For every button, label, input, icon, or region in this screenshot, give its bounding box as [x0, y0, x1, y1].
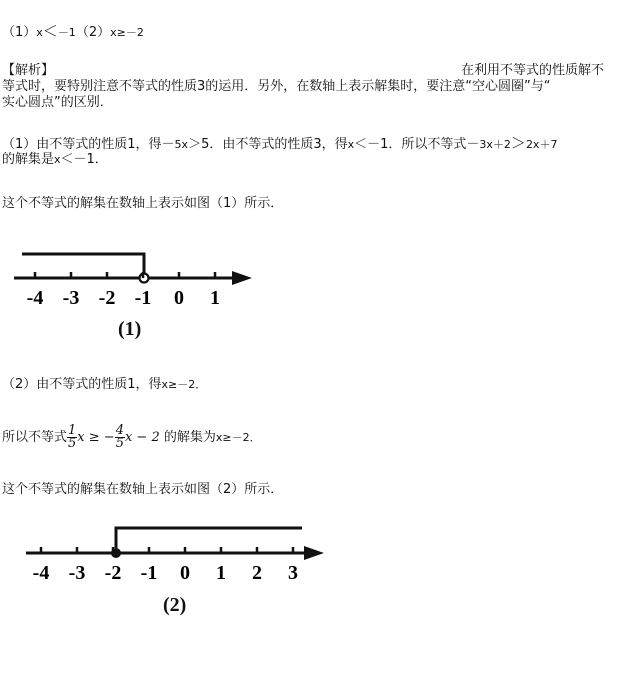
part1-solution-line: [2, 152, 108, 168]
axis-tick-label: 1: [210, 287, 220, 309]
fraction-2-numerator: 4: [115, 423, 124, 438]
axis-tick-label: 0: [180, 562, 190, 584]
answer-part2-var: x≥: [110, 26, 126, 39]
axis-tick-label: -4: [32, 562, 50, 584]
answer-part1-label: （1）: [2, 25, 37, 40]
answer-part1-var: x: [36, 26, 43, 39]
part1-expr-left: 3x＋2: [479, 138, 511, 151]
fraction-one-fifth: [67, 425, 77, 450]
axis-tick-label: 3: [288, 562, 298, 584]
part2-text-a: （2）由不等式的性质1，得: [2, 377, 162, 392]
fraction-1-numerator: 1: [68, 423, 77, 438]
part1-var-x: x: [347, 138, 355, 151]
number-line-2: [0, 518, 340, 588]
axis-tick-label: 1: [216, 562, 226, 584]
part2-solution-value: x≥－2．: [215, 431, 261, 444]
part1-expr-right: 2x＋7: [525, 138, 558, 151]
part1-expr-5x: 5x: [174, 138, 189, 151]
part2-figure-text: 这个不等式的解集在数轴上表示如图（2）所示．: [2, 482, 284, 497]
part2-step-line: [2, 377, 206, 393]
fraction-four-fifths: [115, 425, 125, 450]
fraction-1-denominator: 5: [68, 436, 77, 451]
axis-arrow: [304, 546, 324, 560]
part1-solution-label: 的解集是: [2, 152, 55, 167]
part1-text-c: ＞5．由不等式的性质3，得: [188, 137, 348, 152]
analysis-intro-line2: 等式时，要特别注意不等式的性质3的运用．另外，在数轴上表示解集时，要注意“空心圆圈”与“: [2, 79, 551, 94]
axis-tick-label: -3: [62, 287, 80, 309]
solution-ray: [116, 528, 302, 548]
axis-tick-label: -1: [134, 287, 152, 309]
part2-so-label: 所以不等式: [2, 430, 68, 445]
figure-caption-2: (2): [163, 594, 187, 616]
solution-ray: [22, 254, 144, 273]
part1-text-e: ＜－1．所以不等式－: [354, 137, 480, 152]
part2-inequality-line: [2, 421, 261, 455]
part2-mid-expr-2: x − 2: [124, 430, 160, 445]
answer-line: [2, 23, 144, 41]
axis-arrow: [232, 271, 252, 285]
figure-caption-1: (1): [118, 318, 142, 340]
analysis-intro-right: 在利用不等式的性质解不: [461, 63, 605, 78]
analysis-tag: 【解析】: [2, 63, 55, 78]
part1-text-a: （1）由不等式的性质1，得－: [2, 137, 175, 152]
axis-tick-label: -4: [26, 287, 44, 309]
number-line-1: [0, 243, 260, 313]
part1-op-gt: ＞: [510, 134, 526, 152]
axis-tick-label: -2: [98, 287, 116, 309]
axis-tick-label: -3: [68, 562, 86, 584]
answer-part2-label: （2）: [75, 25, 111, 40]
part2-result: x≥－2．: [161, 378, 207, 391]
part1-solution-var: x: [54, 153, 61, 166]
part1-figure-text: 这个不等式的解集在数轴上表示如图（1）所示．: [2, 196, 284, 211]
answer-part1-value: －1: [57, 26, 76, 39]
analysis-intro-line3: 实心圆点”的区别．: [2, 95, 113, 110]
fraction-2-denominator: 5: [115, 436, 124, 451]
part2-solution-label: 的解集为: [159, 430, 216, 445]
axis-tick-label: 2: [252, 562, 262, 584]
part1-step-line: [2, 135, 557, 153]
part2-mid-expr-1: x ≥ −: [77, 430, 115, 445]
answer-part2-value: －2: [125, 26, 144, 39]
axis-tick-label: -1: [140, 562, 158, 584]
axis-tick-label: 0: [174, 287, 184, 309]
axis-tick-label: -2: [104, 562, 122, 584]
part1-solution-value: ＜－1．: [60, 152, 108, 167]
answer-part1-op: ＜: [42, 22, 58, 40]
